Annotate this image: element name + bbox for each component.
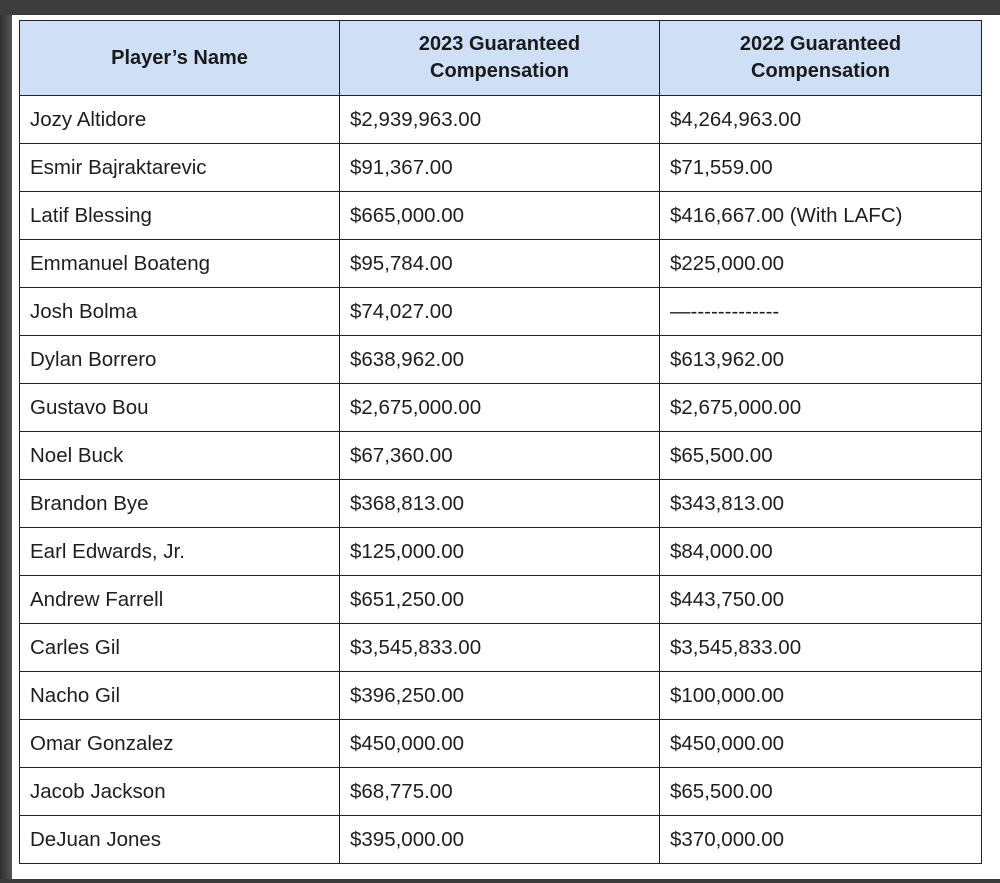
comp-2022-cell: $613,962.00 xyxy=(660,336,982,384)
comp-2023-cell: $396,250.00 xyxy=(340,672,660,720)
comp-2023-cell: $2,939,963.00 xyxy=(340,96,660,144)
table-row xyxy=(20,144,982,192)
player-name-cell: Esmir Bajraktarevic xyxy=(20,144,340,192)
player-name-cell: Jacob Jackson xyxy=(20,768,340,816)
player-name-cell: Earl Edwards, Jr. xyxy=(20,528,340,576)
player-name-cell: Andrew Farrell xyxy=(20,576,340,624)
table-row xyxy=(20,576,982,624)
comp-2023-cell: $2,675,000.00 xyxy=(340,384,660,432)
player-name-cell: Latif Blessing xyxy=(20,192,340,240)
comp-2023-cell: $450,000.00 xyxy=(340,720,660,768)
table-row xyxy=(20,192,982,240)
header-player-name: Player’s Name xyxy=(20,21,340,96)
comp-2022-cell: $2,675,000.00 xyxy=(660,384,982,432)
player-name-cell: Jozy Altidore xyxy=(20,96,340,144)
player-name-cell: Gustavo Bou xyxy=(20,384,340,432)
left-frame-edge xyxy=(0,15,12,883)
table-row xyxy=(20,240,982,288)
comp-2023-cell: $91,367.00 xyxy=(340,144,660,192)
player-name-cell: Noel Buck xyxy=(20,432,340,480)
comp-2022-cell: —------------- xyxy=(660,288,982,336)
comp-2022-cell: $84,000.00 xyxy=(660,528,982,576)
comp-2023-cell: $125,000.00 xyxy=(340,528,660,576)
comp-2022-cell: $71,559.00 xyxy=(660,144,982,192)
comp-2023-cell: $395,000.00 xyxy=(340,816,660,864)
comp-2023-cell: $3,545,833.00 xyxy=(340,624,660,672)
comp-2022-cell: $225,000.00 xyxy=(660,240,982,288)
comp-2022-cell: $416,667.00 (With LAFC) xyxy=(660,192,982,240)
comp-2022-cell: $370,000.00 xyxy=(660,816,982,864)
player-name-cell: Brandon Bye xyxy=(20,480,340,528)
table-row xyxy=(20,384,982,432)
comp-2022-cell: $443,750.00 xyxy=(660,576,982,624)
bottom-frame-bar xyxy=(0,879,1000,883)
header-2023-compensation: 2023 Guaranteed Compensation xyxy=(340,21,660,96)
comp-2022-cell: $100,000.00 xyxy=(660,672,982,720)
compensation-table xyxy=(19,20,982,864)
table-header-row xyxy=(20,21,982,96)
player-name-cell: Carles Gil xyxy=(20,624,340,672)
comp-2023-cell: $638,962.00 xyxy=(340,336,660,384)
comp-2022-cell: $450,000.00 xyxy=(660,720,982,768)
table-row xyxy=(20,432,982,480)
player-name-cell: Nacho Gil xyxy=(20,672,340,720)
table-row xyxy=(20,336,982,384)
player-name-cell: Emmanuel Boateng xyxy=(20,240,340,288)
table-row xyxy=(20,528,982,576)
table-row xyxy=(20,768,982,816)
table-row xyxy=(20,96,982,144)
player-name-cell: DeJuan Jones xyxy=(20,816,340,864)
table-row xyxy=(20,288,982,336)
comp-2023-cell: $74,027.00 xyxy=(340,288,660,336)
document-page xyxy=(12,15,1000,879)
comp-2023-cell: $67,360.00 xyxy=(340,432,660,480)
table-row xyxy=(20,624,982,672)
comp-2023-cell: $651,250.00 xyxy=(340,576,660,624)
table-row xyxy=(20,720,982,768)
top-frame-bar xyxy=(0,0,1000,15)
table-row xyxy=(20,672,982,720)
comp-2023-cell: $68,775.00 xyxy=(340,768,660,816)
comp-2023-cell: $665,000.00 xyxy=(340,192,660,240)
player-name-cell: Omar Gonzalez xyxy=(20,720,340,768)
comp-2022-cell: $3,545,833.00 xyxy=(660,624,982,672)
header-2022-compensation: 2022 Guaranteed Compensation xyxy=(660,21,982,96)
comp-2022-cell: $65,500.00 xyxy=(660,432,982,480)
comp-2023-cell: $368,813.00 xyxy=(340,480,660,528)
table-row xyxy=(20,480,982,528)
table-row xyxy=(20,816,982,864)
comp-2023-cell: $95,784.00 xyxy=(340,240,660,288)
comp-2022-cell: $4,264,963.00 xyxy=(660,96,982,144)
comp-2022-cell: $343,813.00 xyxy=(660,480,982,528)
comp-2022-cell: $65,500.00 xyxy=(660,768,982,816)
player-name-cell: Dylan Borrero xyxy=(20,336,340,384)
player-name-cell: Josh Bolma xyxy=(20,288,340,336)
